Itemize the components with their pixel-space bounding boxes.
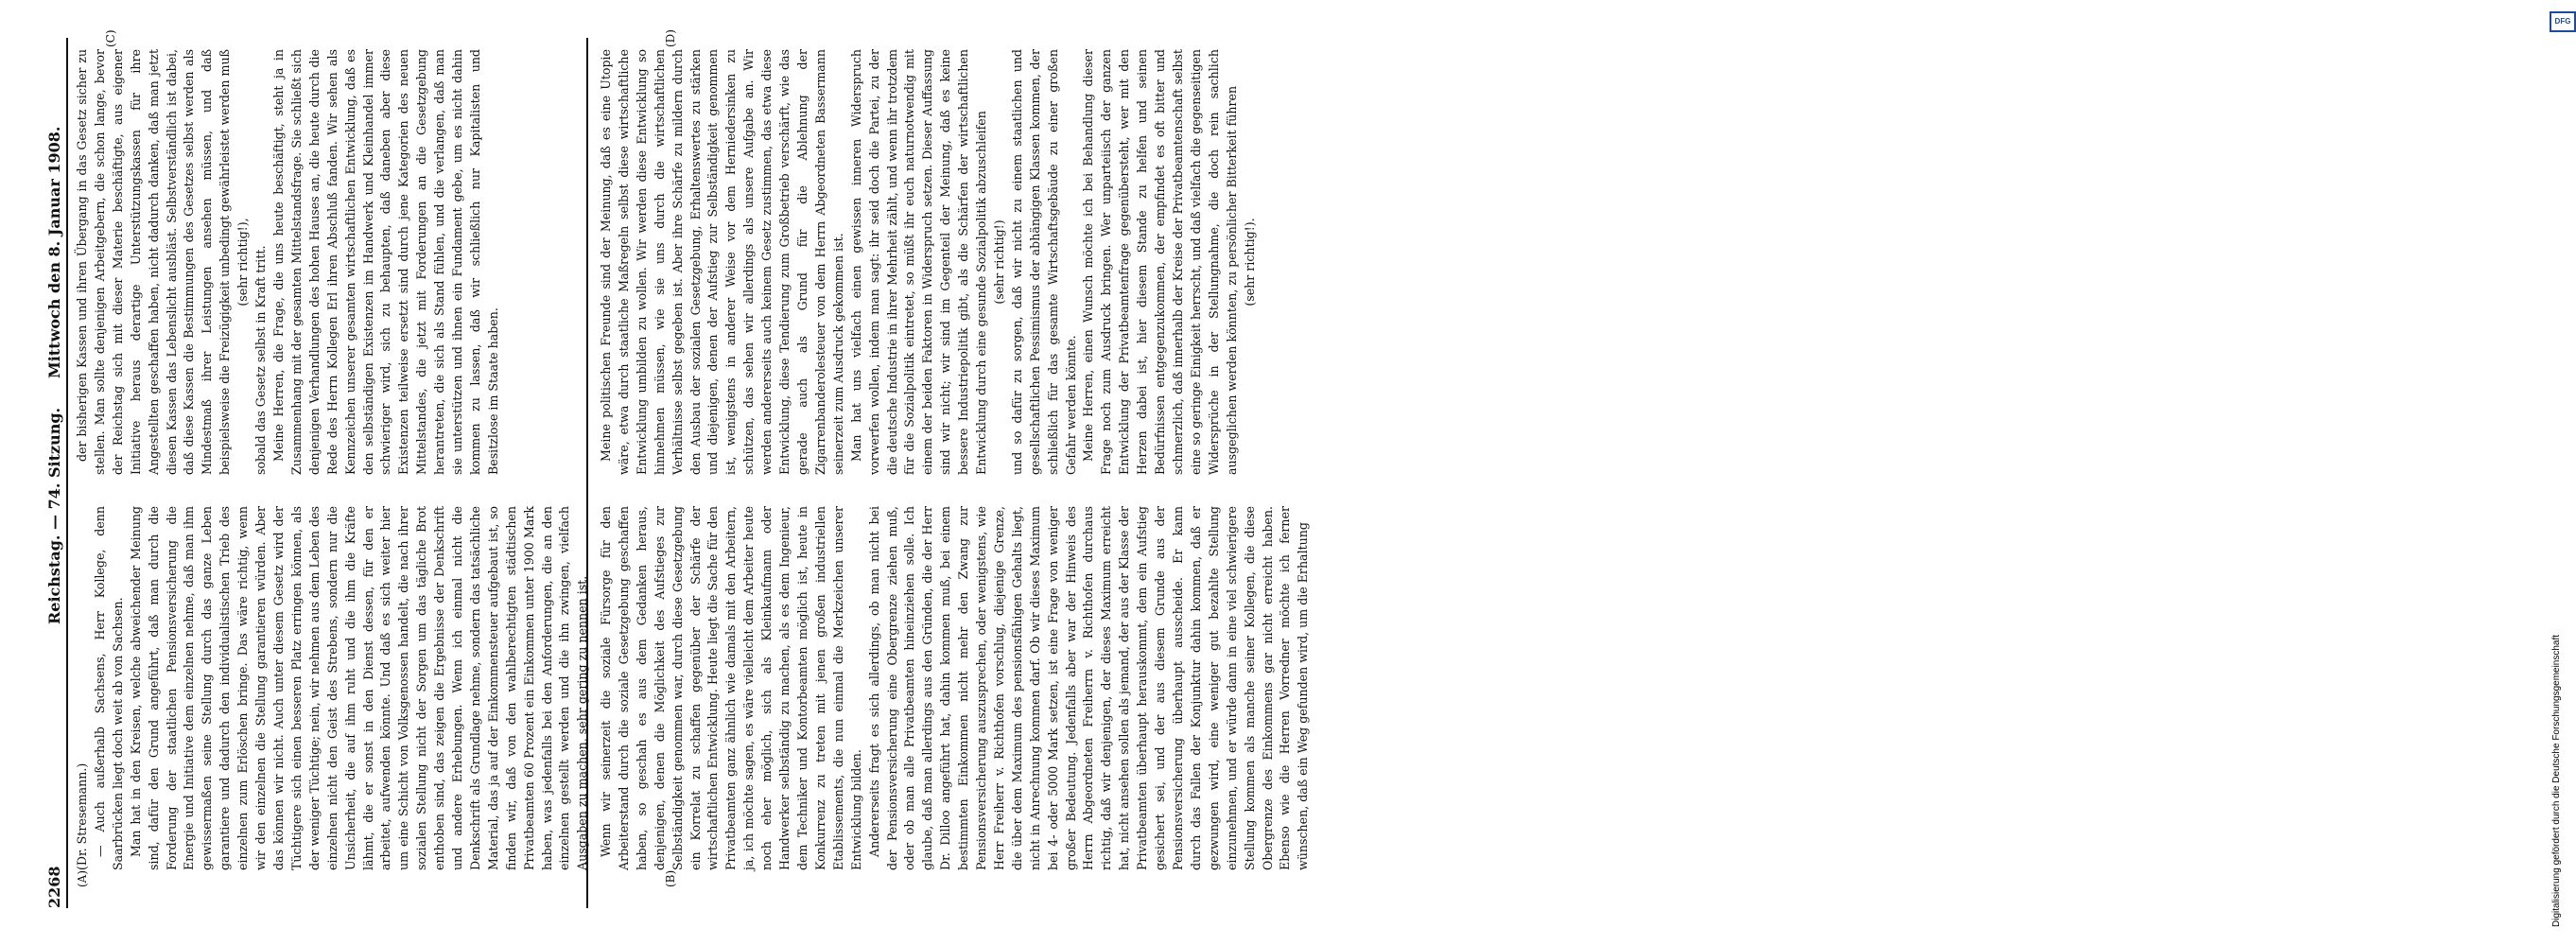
header-date: Mittwoch den 8. Januar 1908. [45,126,63,378]
paragraph: sobald das Gesetz selbst in Kraft tritt. [253,245,269,475]
paragraph: der bisherigen Kassen und ihren Übergang in das Gesetz sicher zu stellen. Man sollte denjenigen Arbeitgebern, die schon lange, bevor der Reichstag sich mit dieser Materie beschäftigte, aus eigener Initiative heraus derartige Unterstützungskassen für ihre Angestellten geschaffen haben, nicht dadurch danken, daß man jetzt diesen Kassen das Lebenslicht ausbläst. Selbstverständlich ist dabei, daß diese Kassen die Bestimmungen des Gesetzes selbst werden als Mindestmaß ihrer Leistungen ansehen müssen, und daß beispielsweise die Freizügigkeit unbedingt gewährleistet werden muß [75,49,233,475]
speaker-label: (Dr. Stresemann.) [75,762,89,870]
paragraph: Meine Herren, die Frage, die uns heute beschäftigt, steht ja in Zusammenhang mit der gesamten Mittelstandsfrage. Sie schließt sich denjenigen Verhandlungen des hohen Hauses an, die heute durch die Rede des Herrn Kollegen Erl ihren Abschluß fanden. Wir sehen als Kennzeichen unserer gesamten wirtschaftlichen Entwicklung, daß es den selbständigen Existenzen im Handwerk und Kleinhandel immer schwieriger wird, sich zu behaupten, daß daneben aber diese Existenzen teilweise ersetzt sind durch jene Kategorien des neuen Mittelstandes, die jetzt mit Forderungen an die Gesetzgebung herantreten, die sich als Stand fühlen, und die verlangen, daß man sie unterstützen und ihnen ein Fundament gebe, um es nicht dahin kommen zu lassen, daß wir schließlich nur Kapitalisten und Besitzlose im Staate haben. [270,49,500,475]
digitization-sidebar [1267,0,2571,946]
paragraph: Man hat uns vielfach einen gewissen inneren Widerspruch vorwerfen wollen, indem man sagt: ihr seid doch die Partei, zu der die deutsche Industrie in ihrer Mehrheit zählt, und wenn ihr trotzdem für die Sozialpolitik eintretet, so müßt ihr euch naturnotwendig mit einem der beiden Faktoren in Widerspruch setzen. Dieser Auffassung sind wir nicht; wir sind im Gegenteil der Meinung, daß es keine bessere Industriepolitik gibt, als die Schärfen der wirtschaftlichen Entwicklung durch eine gesunde Sozialpolitik abzuschleifen [848,49,989,475]
running-header [45,38,68,908]
interjection: (sehr richtig!). [1242,218,1257,307]
paragraph: Meine politischen Freunde sind der Meinung, daß es eine Utopie wäre, etwa durch staatliche Maßregeln selbst diese wirtschaftliche Entwicklung umbilden zu wollen. Wir werden diese Entwicklung so hinnehmen müssen, wie sie uns durch die wirtschaftlichen Verhältnisse selbst gegeben ist. Aber ihre Schärfe zu mildern durch den Ausbau der sozialen Gesetzgebung, Erhaltenswertes zu stärken und diejenigen, denen der Aufstieg zur Selbständigkeit genommen ist, wenigstens in anderer Weise vor dem Herniedersinken zu schützen, das sehen wir allerdings als unsere Aufgabe an. Wir werden andererseits auch keinem Gesetz zustimmen, das etwa diese Entwicklung, diese Tendierung zum Großbetrieb verschärft, wie das gerade auch als Grund für die Ablehnung der Zigarrenbanderolesteuer von dem Herrn Abgeordneten Bassermann seinerzeit zum Ausdruck gekommen ist. [599,49,845,475]
paragraph: Wenn wir seinerzeit die soziale Fürsorge für den Arbeiterstand durch die soziale Gesetzgebung geschaffen haben, so geschah es aus dem Gedanken heraus, denjenigen, denen die Möglichkeit des Aufstieges zur Selbständigkeit genommen war, durch diese Gesetzgebung ein Korrelat zu schaffen gegenüber der Schärfe der wirtschaftlichen Entwicklung. Heute liegt die Sache für den Privatbeamten ganz ähnlich wie damals mit den Arbeitern, ja, ich möchte sagen, es wäre vielleicht dem Arbeiter heute noch eher möglich, sich als Kleinkaufmann oder Handwerker selbständig zu machen, als es dem Ingenieur, dem Techniker und Kontorbeamten möglich ist, heute in Konkurrenz zu treten mit jenen großen industriellen Etablissements, die nun einmal die Merkzeichen unserer Entwicklung bilden. [599,506,863,870]
paragraph: — Auch außerhalb Sachsens, Herr Kollege, denn Saarbrücken liegt doch weit ab von Sachsen. [92,506,125,870]
column-1 [74,506,590,870]
margin-mark-d: (D) [664,29,677,47]
margin-mark-a: (A) [76,869,89,887]
column-2 [598,506,1311,870]
dfg-credit: Digitalisierung gefördert durch die Deutsche Forschungsgemeinschaft [2551,634,2562,927]
paragraph: Andererseits fragt es sich allerdings, ob man nicht bei der Pensionsversicherung eine Obergrenze ziehen muß, oder ob man alle Privatbeamten hineinziehen solle. Ich glaube, daß man allerdings aus den Gründen, die der Herr Dr. Dilloo angeführt hat, dahin kommen muß, bei einem bestimmten Einkommen nicht mehr den Zwang zur Pensionsversicherung auszusprechen, oder wenigstens, wie Herr Freiherr v. Richthofen vorschlug, diejenige Grenze, die über dem Maximum des pensionsfähigen Gehalts liegt, nicht in Anrechnung kommen darf. Ob wir dieses Maximum bei 4- oder 5000 Mark setzen, ist eine Frage von weniger großer Bedeutung. Jedenfalls aber war der Hinweis des Herrn Abgeordneten Freiherrn v. Richthofen durchaus richtig, daß wir denjenigen, der dieses Maximum erreicht hat, nicht ansehen sollen als jemand, der aus der Klasse der Privatbeamten überhaupt herauskommt, dem ein Aufstieg gesichert sei, und der aus diesem Grunde aus der Pensionsversicherung überhaupt ausscheide. Er kann durch das Fallen der Konjunktur dahin kommen, daß er gezwungen wird, eine weniger gut bezahlte Stellung einzunehmen, und er würde dann in eine viel schwierigere Stellung kommen als manche seiner Kollegen, die diese Obergrenze des Einkommens gar nicht erreicht haben. Ebenso wie die Herren Vorredner möchte ich ferner wünschen, daß ein Weg gefunden wird, um die Erhaltung [866,506,1311,870]
interjection: (sehr richtig!), [235,218,251,307]
paragraph: Meine Herren, einen Wunsch möchte ich bei Behandlung dieser Frage noch zum Ausdruck bringen. Wer unparteiisch der ganzen Entwicklung der Privatbeamtenfrage gegenübersteht, wer mit den Herzen dabei ist, hier diesem Stande zu helfen und seinen Bedürfnissen entgegenzukommen, der empfindet es oft bitter und schmerzlich, daß innerhalb der Kreise der Privatbeamtenschaft selbst eine so geringe Einigkeit herrscht, und daß vielfach die gegenseitigen Widersprüche in der Stellungnahme, die doch rein sachlich ausgeglichen werden könnten, zu persönlicher Bitterkeit führen [1081,49,1239,475]
header-title: Reichstag. — 74. Sitzung. [45,407,63,624]
dfg-logo: DFG [2550,11,2576,32]
paragraph: und so dafür zu sorgen, daß wir nicht zu einem staatlichen und gesellschaftlichen Pessimismus der abhängigen Klassen kommen, der schließlich für das gesamte Wirtschaftsgebäude zu einer großen Gefahr werden könnte. [1009,49,1078,475]
column-4 [598,49,1257,475]
margin-mark-c: (C) [104,29,117,47]
margin-mark-b: (B) [664,869,677,887]
column-3 [74,49,586,475]
interjection: (sehr richtig!) [991,219,1006,305]
paragraph: Man hat in den Kreisen, welche abweichender Meinung sind, dafür den Grund angeführt, daß man durch die Forderung der staatlichen Pensionsversicherung die Energie und Initiative dem einzelnen nehme, daß man ihm gewissermaßen seine Stellung durch das ganze Leben garantiere und dadurch den individualistischen Trieb des einzelnen zum Erlöschen bringe. Das wäre richtig, wenn wir den einzelnen die Stellung garantieren würden. Aber das können wir nicht. Auch unter diesem Gesetz wird der Tüchtigere sich einen besseren Platz erringen können, als der weniger Tüchtige; nein, wir nehmen aus dem Leben des einzelnen nicht den Geist des Strebens, sondern nur die Unsicherheit, die auf ihm ruht und die ihm die Kräfte lähmt, die er sonst in den Dienst dessen, für den er arbeitet, aufwenden könnte. Und daß es sich weiter hier um eine Schicht von Volksgenossen handelt, die nach ihrer sozialen Stellung nicht der Sorgen um das tägliche Brot enthoben sind, das zeigen die Ergebnisse der Denkschrift und andere Erhebungen. Wenn ich einmal nicht die Denkschrift als Grundlage nehme, sondern das tatsächliche Material, das ja auf der Einkommensteuer aufgebaut ist, so finden wir, daß von den wahlberechtigten städtischen Privatbeamten 60 Prozent ein Einkommen unter 1900 Mark haben, was jedenfalls bei den Anforderungen, die an den einzelnen gestellt werden und die ihn zwingen, vielfach Ausgaben zu machen, sehr gering zu nennen ist. [128,506,590,870]
page-number: 2268 [45,866,63,908]
